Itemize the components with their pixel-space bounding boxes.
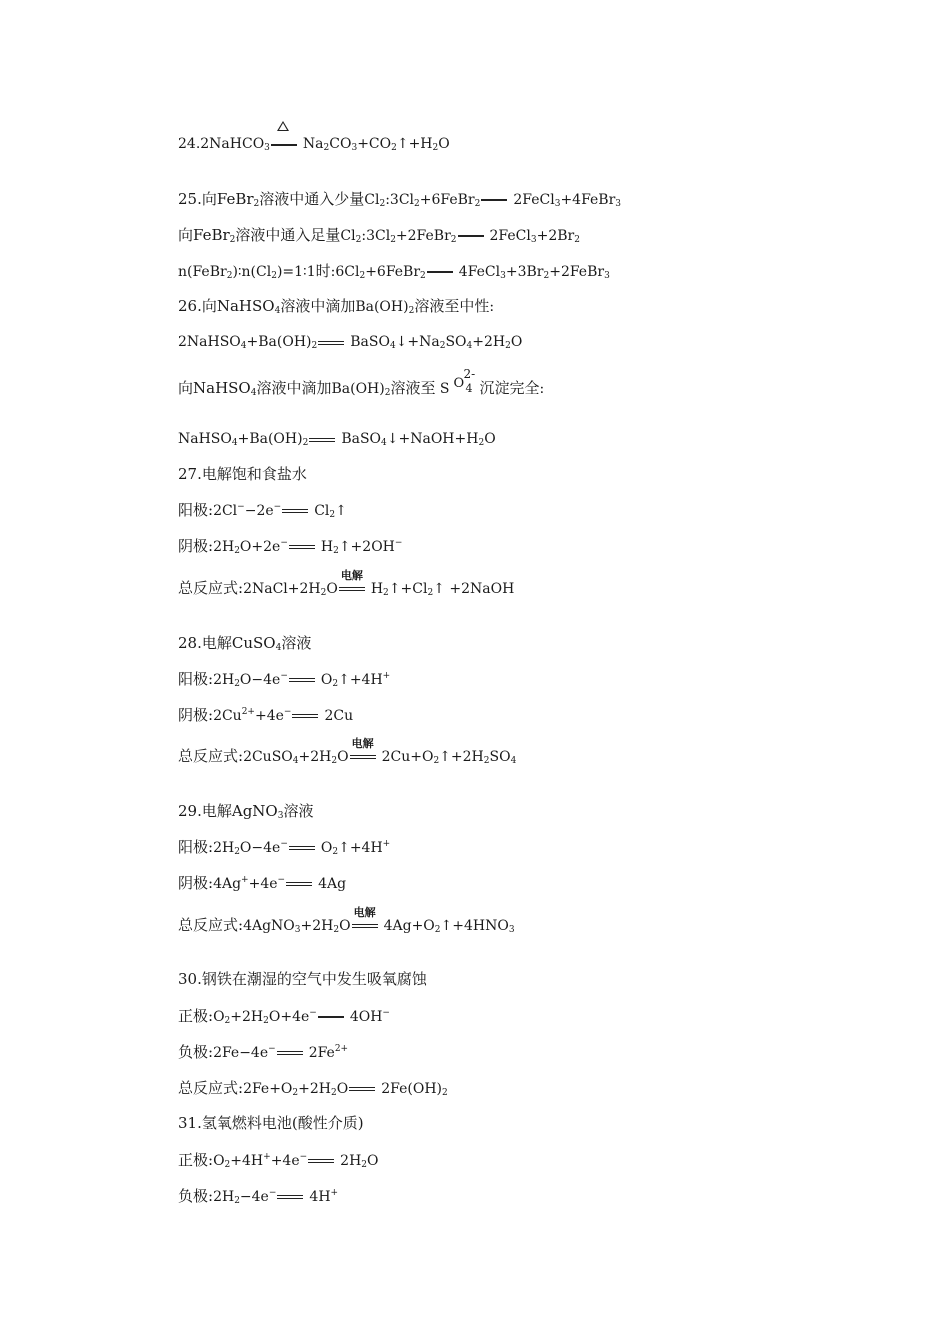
equation-26-b: $2NaHSO_4+Ba(OH)_2$ $BaSO_4↓+Na_2SO_4+2H_2O$ (178, 334, 523, 351)
triangle-icon (277, 121, 289, 131)
equation-25-a: 25.向FeBr$_2$溶液中通入少量$Cl_2:3Cl_2+6FeBr_2$ 2FeCl$_3$+4FeBr$_3$ (178, 190, 622, 209)
equation-26-d: $NaHSO_4+Ba(OH)_2$ $BaSO_4↓+NaOH+H_2O$ (178, 431, 496, 448)
equation-31-positive: 正极$:O_2+4H^++4e^-$ $2H_2O$ (178, 1151, 379, 1170)
heat-condition-sign (271, 134, 297, 154)
section-29-title: 29.电解AgNO$_3$溶液 (178, 802, 314, 821)
equation-25-b: 向FeBr$_2$溶液中通入足量$Cl_2:3Cl_2+2FeBr_2$ $2FeCl_3+2Br_2$ (178, 226, 580, 245)
equation-29-anode: 阳极$:2H_2O-4e^-$ $O_2↑+4H^+$ (178, 838, 391, 857)
equation-26-a: 26.向NaHSO$_4$溶液中滴加$Ba(OH)_2$溶液至中性: (178, 297, 495, 316)
equation-26-c: 向NaHSO$_4$溶液中滴加$Ba(OH)_2$溶液至 S O 2- 4 沉淀完全: (178, 367, 545, 398)
equation-29-total: 总反应式$:4AgNO_3+2H_2O$ 电解 $4Ag+O_2↑+4HNO_3$ (178, 906, 515, 935)
section-30-title: 30.钢铁在潮湿的空气中发生吸氧腐蚀 (178, 970, 427, 988)
equation-27-cathode: 阴极$:2H_2O+2e^-$ $H_2↑+2OH^-$ (178, 537, 403, 556)
equation-27-anode: 阳极:2Cl−−2e− $Cl_2↑$ (178, 501, 347, 520)
equation-24: 24.2NaHCO$_3$ $Na_2CO_3+CO_2↑+H_2O$ (178, 134, 450, 154)
equation-30-negative: 负极:2Fe−4e− $2Fe^{2+}$ (178, 1043, 349, 1061)
section-31-title: 31.氢氧燃料电池(酸性介质) (178, 1114, 364, 1132)
equation-28-total: 总反应式$:2CuSO_4+2H_2O$ 电解 $2Cu+O_2↑+2H_2SO_4$ (178, 737, 517, 766)
equation-30-positive: 正极$:O_2+2H_2O+4e^-$ 4OH− (178, 1007, 390, 1026)
section-28-title: 28.电解CuSO$_4$溶液 (178, 634, 312, 653)
section-27-title: 27.电解饱和食盐水 (178, 465, 307, 483)
equation-31-negative: 负极$:2H_2-4e^-$ 4H+ (178, 1187, 339, 1206)
equation-28-anode: 阳极$:2H_2O-4e^-$ $O_2↑+4H^+$ (178, 670, 391, 689)
sulfate-ion: O 2- 4 (453, 367, 476, 395)
equation-27-total: 总反应式$:2NaCl+2H_2O$ 电解 $H_2↑+Cl_2↑$ +2NaOH (178, 569, 515, 598)
equation-29-cathode: 阴极:4Ag++4e− 4Ag (178, 874, 347, 892)
equation-28-cathode: 阴极$:2Cu^{2+}+4e^-$ 2Cu (178, 706, 354, 724)
equation-25-c: $n(FeBr_2)∶n(Cl_2)=1∶1$时$:6Cl_2+6FeBr_2$ $4FeCl_3+3Br_2+2FeBr_3$ (178, 262, 610, 281)
equation-30-total: 总反应式$:2Fe+O_2+2H_2O$ $2Fe(OH)_2$ (178, 1079, 448, 1098)
